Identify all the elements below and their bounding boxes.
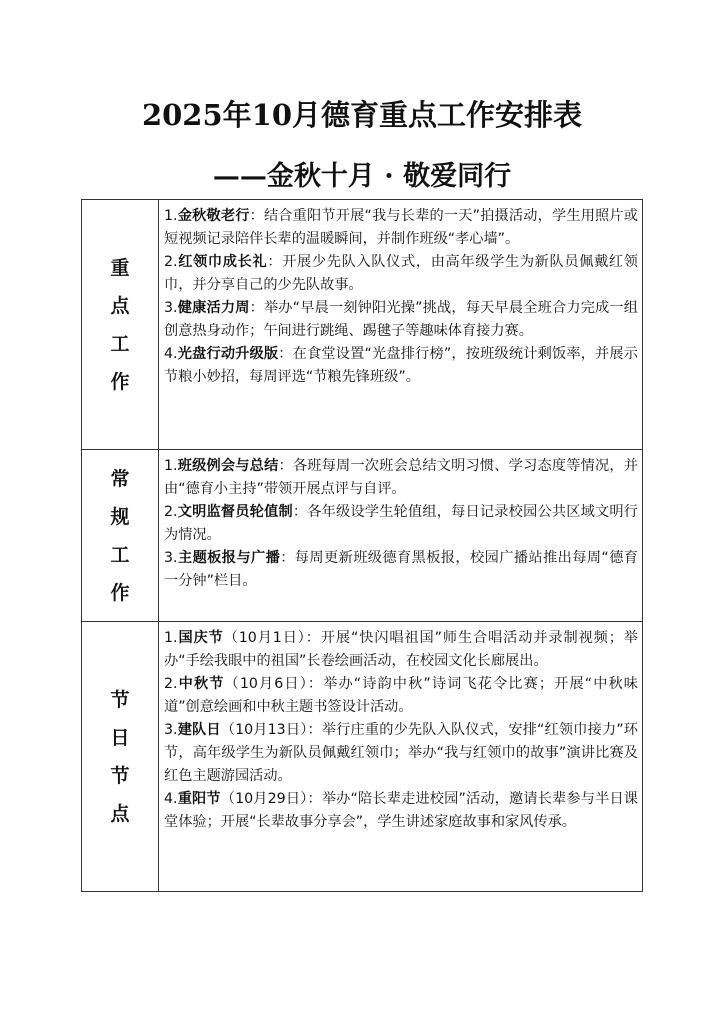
item-number: 3. bbox=[164, 550, 178, 566]
category-char: 节 bbox=[110, 764, 130, 787]
item-separator: ： bbox=[278, 458, 293, 474]
item-separator: ： bbox=[249, 208, 264, 224]
category-char: 点 bbox=[110, 802, 130, 825]
schedule-table bbox=[81, 199, 643, 892]
content-cell bbox=[159, 622, 643, 892]
table-row-holidays bbox=[82, 622, 643, 892]
category-char: 工 bbox=[110, 332, 130, 355]
item-number: 4. bbox=[164, 791, 178, 807]
item-heading: 主题板报与广播 bbox=[177, 550, 281, 566]
category-char: 规 bbox=[110, 505, 130, 528]
item-body: 举办“早晨一刻钟阳光操”挑战，每天早晨全班合力完成一组创意热身动作；午间进行跳绳、踢毽子等趣味体育接力赛。 bbox=[164, 300, 638, 339]
item-body: 举办“诗韵中秋”诗词飞花令比赛；开展“中秋味道”创意绘画和中秋主题书签设计活动。 bbox=[164, 676, 638, 715]
item-separator: （10月6日）： bbox=[224, 676, 324, 692]
item-body: 各年级设学生轮值组，每日记录校园公共区域文明行为情况。 bbox=[164, 504, 638, 543]
category-char: 作 bbox=[110, 581, 130, 604]
item-number: 2. bbox=[164, 254, 178, 270]
item-body: 举行庄重的少先队入队仪式，安排“红领巾接力”环节，高年级学生为新队员佩戴红领巾；举办“我与红领巾的故事”演讲比赛及红色主题游园活动。 bbox=[164, 722, 638, 784]
page-subtitle: ——金秋十月 · 敬爱同行 bbox=[212, 161, 512, 192]
list-item bbox=[164, 627, 638, 673]
item-heading: 中秋节 bbox=[177, 676, 225, 692]
content-cell bbox=[159, 450, 643, 622]
category-char: 节 bbox=[110, 688, 130, 711]
item-heading: 重阳节 bbox=[177, 791, 221, 807]
list-item bbox=[164, 719, 638, 788]
item-number: 1. bbox=[164, 630, 178, 646]
item-separator: （10月29日）： bbox=[220, 791, 322, 807]
item-separator: ： bbox=[292, 504, 308, 520]
table-row-key-work bbox=[82, 200, 643, 450]
item-body: 开展“快闪唱祖国”师生合唱活动并录制视频；举办“手绘我眼中的祖国”长卷绘画活动，在校园文化长廊展出。 bbox=[164, 630, 638, 669]
list-item bbox=[164, 455, 638, 501]
category-char: 日 bbox=[110, 726, 130, 749]
item-number: 2. bbox=[164, 676, 178, 692]
list-item bbox=[164, 343, 638, 389]
list-item bbox=[164, 788, 638, 834]
category-cell bbox=[82, 450, 159, 622]
item-body: 在食堂设置“光盘排行榜”，按班级统计剩饭率，并展示节粮小妙招，每周评选“节粮先锋班级”。 bbox=[164, 346, 638, 385]
item-heading: 建队日 bbox=[177, 722, 221, 738]
category-char: 常 bbox=[110, 467, 130, 490]
item-number: 3. bbox=[164, 722, 178, 738]
item-body: 结合重阳节开展“我与长辈的一天”拍摄活动，学生用照片或短视频记录陪伴长辈的温暖瞬间，并制作班级“孝心墙”。 bbox=[164, 208, 638, 247]
category-char: 点 bbox=[110, 294, 130, 317]
item-separator: ： bbox=[249, 300, 264, 316]
item-separator: ： bbox=[280, 550, 295, 566]
item-number: 3. bbox=[164, 300, 178, 316]
page-title: 2025年10月德育重点工作安排表 bbox=[141, 98, 583, 132]
item-heading: 健康活力周 bbox=[177, 300, 250, 316]
item-heading: 红领巾成长礼 bbox=[177, 254, 268, 270]
item-separator: ： bbox=[278, 346, 293, 362]
category-char: 作 bbox=[110, 370, 130, 393]
list-item bbox=[164, 297, 638, 343]
item-number: 1. bbox=[164, 458, 178, 474]
list-item bbox=[164, 673, 638, 719]
item-number: 2. bbox=[164, 504, 178, 520]
item-body: 举办“陪长辈走进校园”活动，邀请长辈参与半日课堂体验；开展“长辈故事分享会”，学生讲述家庭故事和家风传承。 bbox=[164, 791, 638, 830]
item-separator: ： bbox=[267, 254, 283, 270]
category-label bbox=[82, 681, 158, 833]
item-heading: 金秋敬老行 bbox=[177, 208, 250, 224]
category-label bbox=[82, 460, 158, 612]
item-number: 1. bbox=[164, 208, 178, 224]
category-char: 工 bbox=[110, 543, 130, 566]
item-number: 4. bbox=[164, 346, 178, 362]
list-item bbox=[164, 501, 638, 547]
category-label bbox=[82, 249, 158, 401]
list-item bbox=[164, 205, 638, 251]
content-cell bbox=[159, 200, 643, 450]
item-separator: （10月13日）： bbox=[220, 722, 322, 738]
item-heading: 班级例会与总结 bbox=[177, 458, 279, 474]
category-cell bbox=[82, 200, 159, 450]
list-item bbox=[164, 547, 638, 593]
table-row-routine-work bbox=[82, 450, 643, 622]
item-separator: （10月1日）： bbox=[223, 630, 321, 646]
item-heading: 国庆节 bbox=[177, 630, 224, 646]
item-body: 每周更新班级德育黑板报，校园广播站推出每周“德育一分钟”栏目。 bbox=[164, 550, 638, 589]
list-item bbox=[164, 251, 638, 297]
item-heading: 文明监督员轮值制 bbox=[177, 504, 293, 520]
item-heading: 光盘行动升级版 bbox=[177, 346, 279, 362]
item-body: 各班每周一次班会总结文明习惯、学习态度等情况，并由“德育小主持”带领开展点评与自评。 bbox=[164, 458, 638, 497]
category-char: 重 bbox=[110, 256, 130, 279]
item-body: 开展少先队入队仪式，由高年级学生为新队员佩戴红领巾，并分享自己的少先队故事。 bbox=[164, 254, 638, 293]
category-cell bbox=[82, 622, 159, 892]
